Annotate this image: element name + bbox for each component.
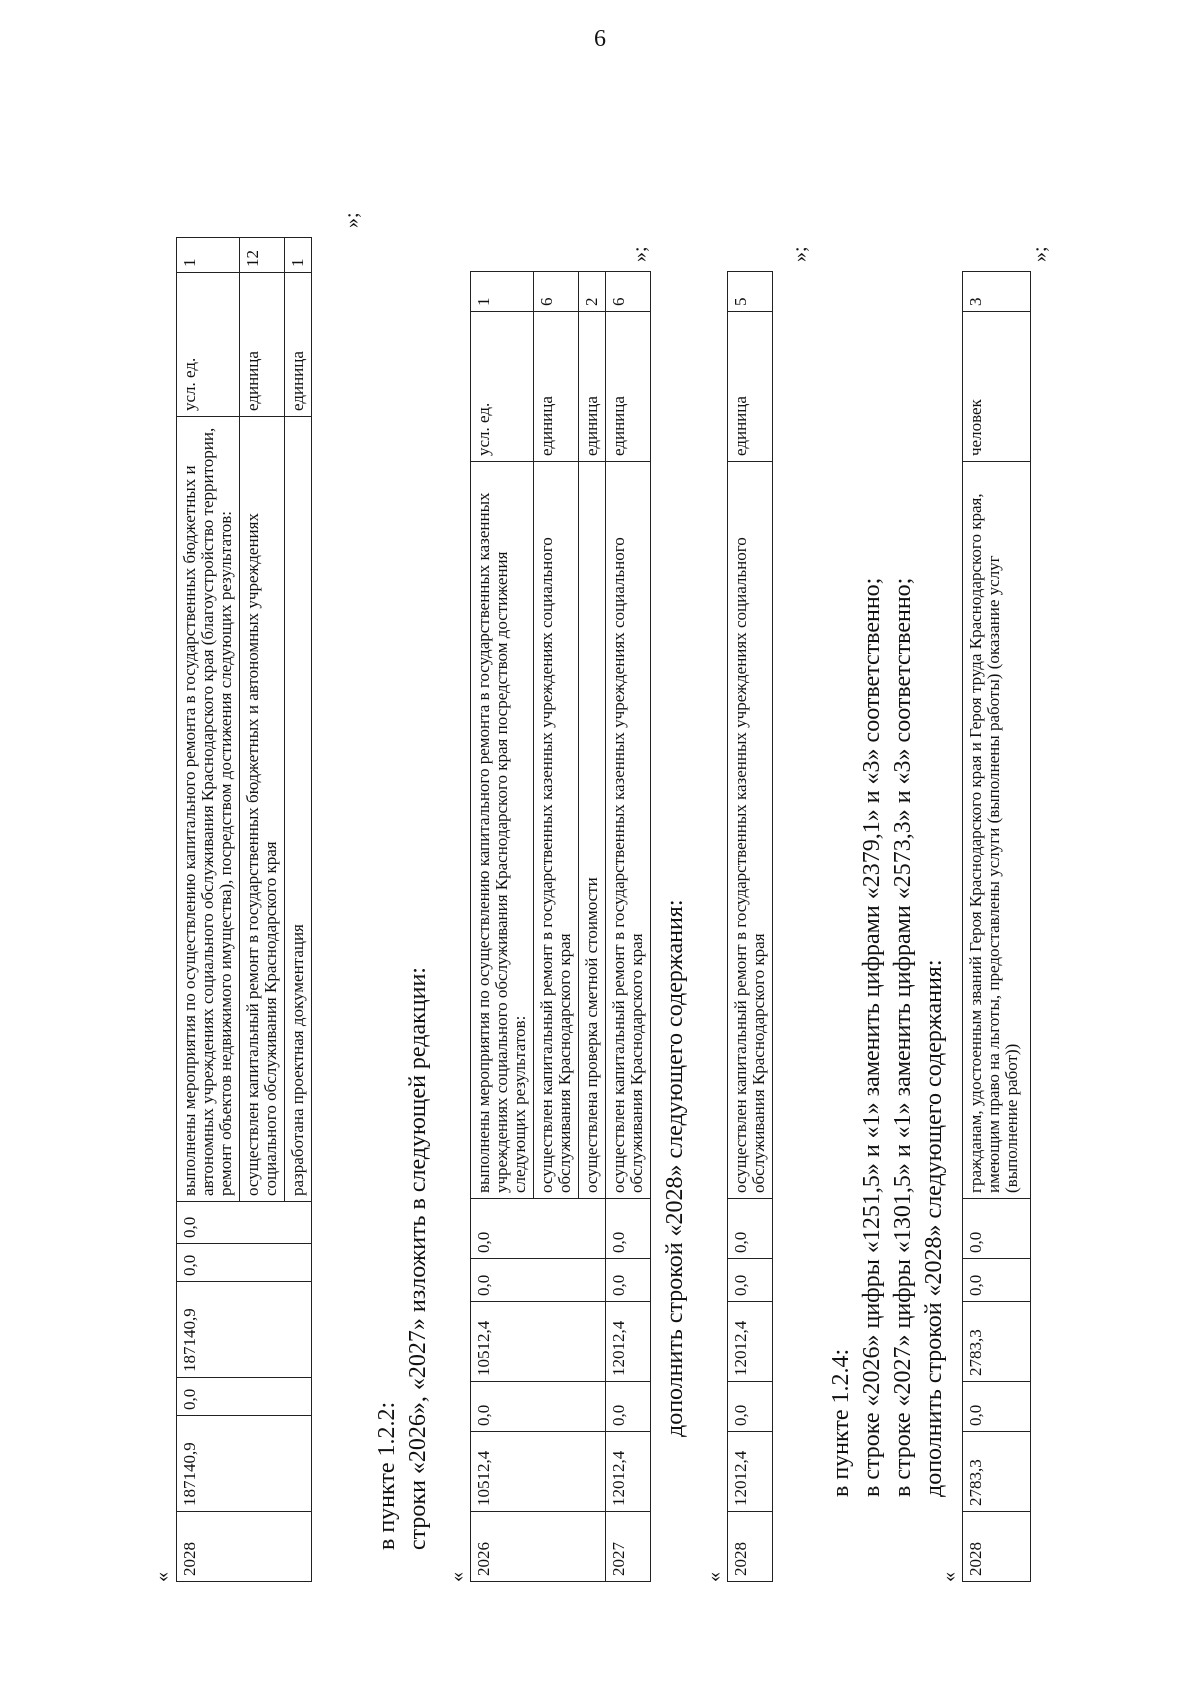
paragraph-line: в строке «2027» цифры «1301,5» и «1» заменить цифрами «2573,3» и «3» соответственно; [890, 577, 916, 1497]
value-cell: 187140,9 [177, 1282, 312, 1378]
value-cell: 12012,4 [606, 1432, 651, 1512]
paragraph-clause-1-2-2 [372, 967, 434, 1550]
unit-cell: человек [963, 312, 1031, 462]
paragraph-line: в пункте 1.2.4: [828, 1348, 854, 1497]
value-cell: 0,0 [471, 1382, 606, 1432]
unit-cell: единица [534, 312, 579, 462]
paragraph-line: в строке «2026» цифры «1251,5» и «1» заменить цифрами «2379,1» и «3» соответственно; [859, 577, 885, 1497]
value-cell: 0,0 [963, 1382, 1031, 1432]
table-2028-heroes [962, 271, 1031, 1582]
count-cell: 6 [606, 272, 651, 312]
result-description: осуществлена проверка сметной стоимости [579, 462, 606, 1199]
quote-close-4: »; [1029, 246, 1051, 262]
paragraph-line: в пункте 1.2.2: [374, 1401, 400, 1550]
year-cell: 2028 [728, 1512, 773, 1582]
result-description: гражданам, удостоенным званий Героя Краснодарского края и Героя труда Краснодарского края, имеющим право на льготы, предоставлены услуги (выполнены работы) (оказание услуг (выполнение работ)) [963, 462, 1031, 1199]
value-cell: 2783,3 [963, 1302, 1031, 1382]
year-cell: 2026 [471, 1512, 606, 1582]
table-2028-kazennye [727, 271, 773, 1582]
paragraph-add-2028 [660, 900, 691, 1438]
quote-close-3: »; [789, 246, 811, 262]
page-number: 6 [594, 26, 606, 52]
table-2028-capital-repair [176, 237, 312, 1582]
unit-cell: единица [606, 312, 651, 462]
count-cell: 12 [240, 238, 285, 273]
count-cell: 1 [285, 238, 312, 273]
rotated-content [150, 92, 1140, 1592]
quote-close-2: »; [629, 246, 651, 262]
year-cell: 2028 [963, 1512, 1031, 1582]
result-description: осуществлен капитальный ремонт в государственных казенных учреждениях социального обслуживания Краснодарского края [606, 462, 651, 1199]
result-description: осуществлен капитальный ремонт в государственных бюджетных и автономных учреждениях социального обслуживания Краснодарского края [240, 417, 285, 1202]
paragraph-clause-1-2-4 [826, 578, 950, 1497]
value-cell: 0,0 [728, 1259, 773, 1302]
value-cell: 0,0 [471, 1259, 606, 1302]
unit-cell: единица [728, 312, 773, 462]
unit-cell: усл. ед. [177, 273, 240, 417]
count-cell: 2 [579, 272, 606, 312]
value-cell: 2783,3 [963, 1432, 1031, 1512]
result-description: осуществлен капитальный ремонт в государственных казенных учреждениях социального обслуживания Краснодарского края [728, 462, 773, 1199]
value-cell: 0,0 [177, 1202, 312, 1244]
value-cell: 0,0 [728, 1199, 773, 1259]
quote-open-1: « [151, 1572, 173, 1582]
unit-cell: усл. ед. [471, 312, 534, 462]
year-cell: 2027 [606, 1512, 651, 1582]
quote-open-4: « [938, 1572, 960, 1582]
value-cell: 12012,4 [606, 1302, 651, 1382]
quote-open-2: « [446, 1572, 468, 1582]
value-cell: 0,0 [963, 1199, 1031, 1259]
value-cell: 0,0 [728, 1382, 773, 1432]
unit-cell: единица [240, 273, 285, 417]
value-cell: 0,0 [177, 1244, 312, 1282]
count-cell: 5 [728, 272, 773, 312]
count-cell: 3 [963, 272, 1031, 312]
value-cell: 12012,4 [728, 1432, 773, 1512]
result-description: выполнены мероприятия по осуществлению капитального ремонта в государственных бюджетных и автономных учреждениях социального обслуживания Краснодарского края (благоустройство территории, ремонт объектов недвижимого имущества), посредством достижения следующих результатов: [177, 417, 240, 1202]
paragraph-line: строки «2026», «2027» изложить в следующей редакции: [405, 967, 431, 1550]
value-cell: 0,0 [963, 1259, 1031, 1302]
result-description: разработана проектная документация [285, 417, 312, 1202]
paragraph-line: дополнить строкой «2028» следующего содержания: [662, 899, 688, 1437]
value-cell: 0,0 [606, 1382, 651, 1432]
year-cell: 2028 [177, 1512, 312, 1582]
value-cell: 187140,9 [177, 1416, 312, 1512]
result-description: выполнены мероприятия по осуществлению капитального ремонта в государственных казенных учреждениях социального обслуживания Краснодарского края посредством достижения следующих результатов: [471, 462, 534, 1199]
count-cell: 6 [534, 272, 579, 312]
count-cell: 1 [177, 238, 240, 273]
quote-open-3: « [703, 1572, 725, 1582]
quote-close-1: »; [341, 212, 363, 228]
unit-cell: единица [579, 312, 606, 462]
value-cell: 0,0 [177, 1378, 312, 1416]
value-cell: 0,0 [471, 1199, 606, 1259]
table-2026-2027-capital-repair [470, 271, 651, 1582]
paragraph-line: дополнить строкой «2028» следующего содержания: [921, 959, 947, 1497]
value-cell: 0,0 [606, 1199, 651, 1259]
value-cell: 0,0 [606, 1259, 651, 1302]
unit-cell: единица [285, 273, 312, 417]
result-description: осуществлен капитальный ремонт в государственных казенных учреждениях социального обслуживания Краснодарского края [534, 462, 579, 1199]
count-cell: 1 [471, 272, 534, 312]
value-cell: 10512,4 [471, 1302, 606, 1382]
value-cell: 12012,4 [728, 1302, 773, 1382]
value-cell: 10512,4 [471, 1432, 606, 1512]
